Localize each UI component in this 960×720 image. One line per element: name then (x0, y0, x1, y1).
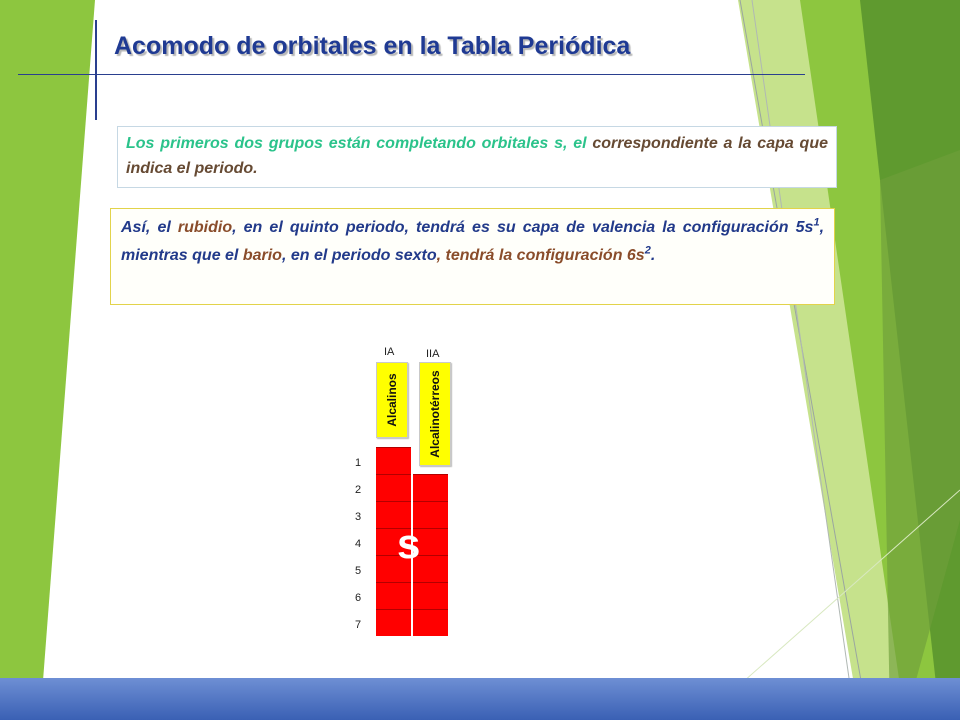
example-text: . (650, 247, 656, 264)
example-text: , en el quinto periodo, tendrá es su capa de valencia la configuración 5s (232, 219, 814, 236)
left-green-shape (0, 0, 95, 720)
rubidio-term: rubidio (177, 219, 233, 236)
alcalinoterreos-tag (419, 362, 451, 466)
group-1-label: IA (384, 346, 395, 358)
page-title: Acomodo de orbitales en la Tabla Periódica (114, 32, 631, 60)
group-2-cell-period-2 (413, 474, 448, 501)
period-label: 6 (355, 592, 362, 604)
alcalinoterreos-label: Alcalinotérreos (428, 370, 442, 458)
intro-text-brown: correspondiente a la capa que indica el periodo. (126, 135, 829, 177)
intro-text-green: Los primeros dos grupos están completando orbitales s, el (126, 135, 587, 152)
example-text: Así, el (121, 219, 178, 236)
example-text: , mientras que el (121, 219, 825, 264)
period-label: 3 (355, 511, 362, 523)
alcalinos-label: Alcalinos (385, 373, 399, 427)
s-block-letter: s (397, 520, 421, 567)
title-horizontal-rule (18, 74, 805, 75)
group-2-cell-period-7 (413, 609, 448, 636)
example-text-box (110, 208, 835, 305)
intro-text-box (117, 126, 837, 188)
alcalinos-tag (376, 362, 408, 438)
period-label: 7 (355, 619, 362, 631)
period-label: 4 (355, 538, 362, 550)
title-vertical-rule (95, 20, 97, 120)
period-label: 5 (355, 565, 362, 577)
example-text: , en el periodo sexto (281, 247, 437, 264)
period-label: 2 (355, 484, 362, 496)
footer-bar (0, 678, 960, 720)
group-2-label: IIA (426, 348, 440, 360)
superscript: 2 (644, 244, 651, 257)
example-text: , tendrá la configuración 6s (436, 247, 645, 264)
superscript: 1 (813, 216, 820, 229)
bario-term: bario (242, 247, 282, 264)
period-label: 1 (355, 457, 362, 469)
group-2-cell-period-6 (413, 582, 448, 609)
